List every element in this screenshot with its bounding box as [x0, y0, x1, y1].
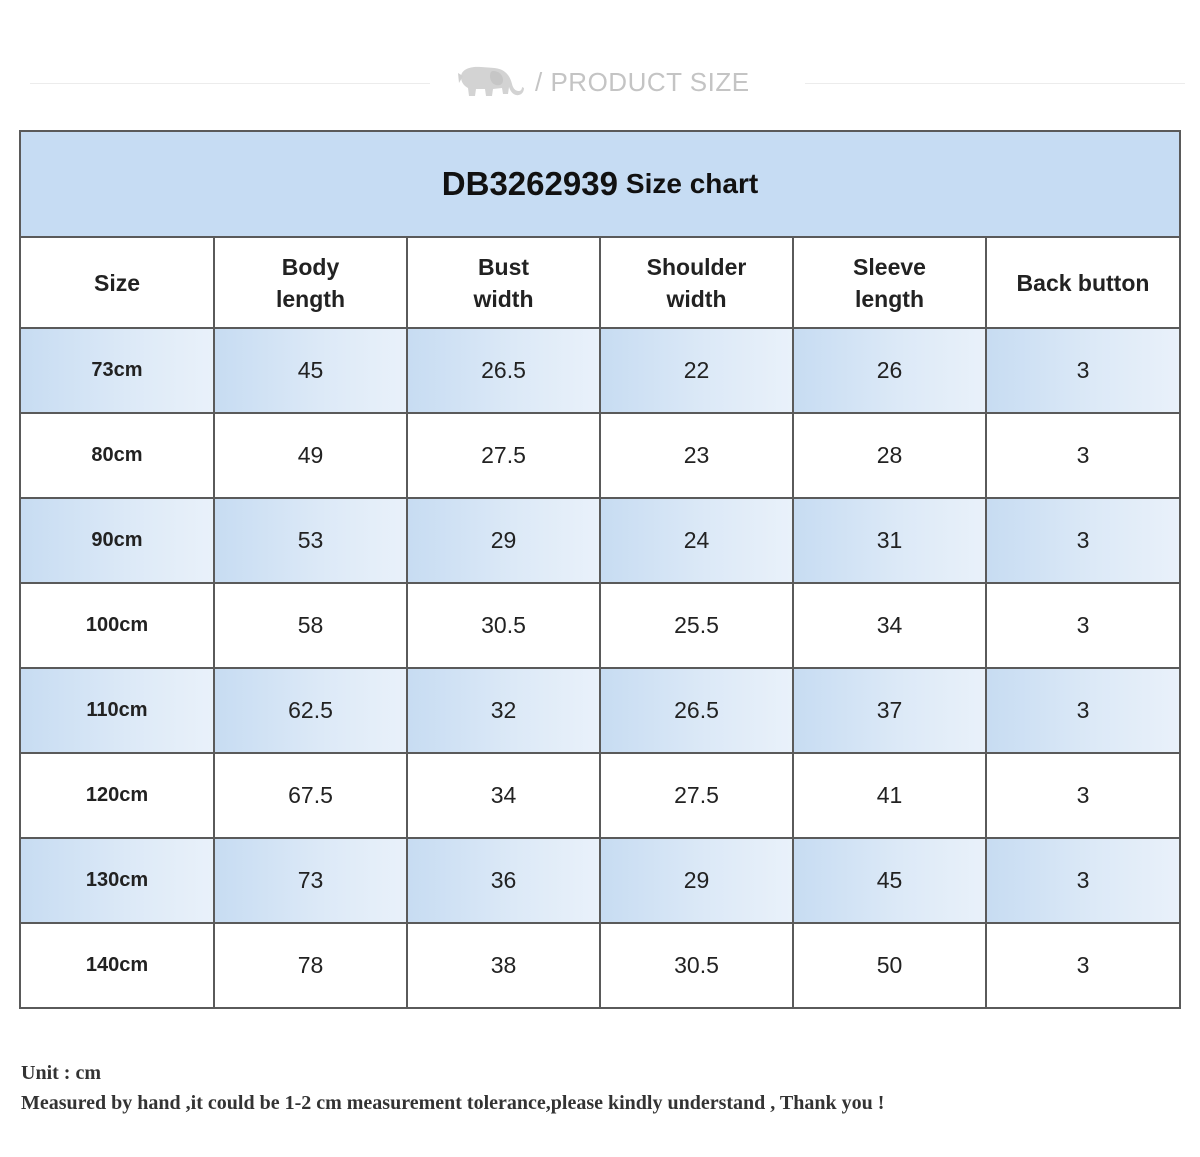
header-divider-left — [30, 83, 430, 84]
table-cell: 30.5 — [600, 923, 793, 1007]
column-header-bust-width-text: Bust width — [473, 253, 534, 312]
table-cell: 38 — [407, 923, 600, 1007]
table-cell: 3 — [986, 498, 1179, 583]
table-row — [21, 498, 1179, 583]
column-header-sleeve-length — [793, 238, 986, 328]
table-cell: 3 — [986, 923, 1179, 1007]
table-cell: 34 — [793, 583, 986, 668]
table-cell: 78 — [214, 923, 407, 1007]
header-brand — [455, 63, 750, 101]
table-cell: 30.5 — [407, 583, 600, 668]
table-cell: 36 — [407, 838, 600, 923]
table-cell: 67.5 — [214, 753, 407, 838]
table-cell: 3 — [986, 668, 1179, 753]
table-cell: 26.5 — [407, 328, 600, 413]
table-cell-size: 90cm — [21, 498, 214, 583]
page-header — [0, 55, 1200, 115]
table-header-row — [21, 238, 1179, 328]
table-cell: 23 — [600, 413, 793, 498]
column-header-sleeve-length-text: Sleeve length — [853, 253, 926, 312]
size-chart-title — [21, 132, 1179, 238]
table-cell: 53 — [214, 498, 407, 583]
table-cell: 3 — [986, 838, 1179, 923]
tolerance-note: Measured by hand ,it could be 1-2 cm measurement tolerance,please kindly understand , Thank you ! — [21, 1092, 885, 1114]
table-cell: 58 — [214, 583, 407, 668]
size-table — [21, 238, 1179, 1007]
table-row — [21, 923, 1179, 1007]
table-cell: 29 — [600, 838, 793, 923]
table-cell: 27.5 — [600, 753, 793, 838]
table-cell: 62.5 — [214, 668, 407, 753]
header-title: / PRODUCT SIZE — [535, 66, 750, 97]
table-cell: 50 — [793, 923, 986, 1007]
column-header-body-length-text: Body length — [276, 253, 345, 312]
table-cell: 26.5 — [600, 668, 793, 753]
table-cell: 45 — [214, 328, 407, 413]
column-header-shoulder-width-text: Shoulder width — [646, 253, 747, 312]
table-row — [21, 838, 1179, 923]
column-header-size: Size — [21, 238, 214, 328]
table-cell: 28 — [793, 413, 986, 498]
table-cell: 37 — [793, 668, 986, 753]
column-header-bust-width — [407, 238, 600, 328]
table-row — [21, 753, 1179, 838]
column-header-back-button: Back button — [986, 238, 1179, 328]
table-cell: 73 — [214, 838, 407, 923]
table-cell: 27.5 — [407, 413, 600, 498]
size-chart-label: Size chart — [625, 168, 759, 199]
table-cell-size: 80cm — [21, 413, 214, 498]
table-cell: 49 — [214, 413, 407, 498]
product-code: DB3262939 — [441, 165, 618, 202]
table-cell-size: 140cm — [21, 923, 214, 1007]
table-row — [21, 328, 1179, 413]
size-chart — [19, 130, 1181, 1009]
table-cell: 3 — [986, 583, 1179, 668]
measurement-notes — [21, 1058, 884, 1118]
table-cell: 3 — [986, 328, 1179, 413]
table-cell: 3 — [986, 753, 1179, 838]
table-cell: 45 — [793, 838, 986, 923]
unit-note: Unit : cm — [21, 1062, 101, 1084]
elephant-logo-icon — [455, 63, 525, 101]
table-row — [21, 583, 1179, 668]
table-cell: 25.5 — [600, 583, 793, 668]
table-cell: 34 — [407, 753, 600, 838]
table-cell: 31 — [793, 498, 986, 583]
table-row — [21, 413, 1179, 498]
table-row — [21, 668, 1179, 753]
table-cell: 26 — [793, 328, 986, 413]
table-cell: 24 — [600, 498, 793, 583]
column-header-body-length — [214, 238, 407, 328]
table-cell: 41 — [793, 753, 986, 838]
column-header-shoulder-width — [600, 238, 793, 328]
header-divider-right — [805, 83, 1185, 84]
table-cell-size: 73cm — [21, 328, 214, 413]
table-cell-size: 110cm — [21, 668, 214, 753]
table-cell: 22 — [600, 328, 793, 413]
table-cell-size: 100cm — [21, 583, 214, 668]
table-cell: 3 — [986, 413, 1179, 498]
table-cell: 32 — [407, 668, 600, 753]
table-cell: 29 — [407, 498, 600, 583]
table-cell-size: 130cm — [21, 838, 214, 923]
table-cell-size: 120cm — [21, 753, 214, 838]
